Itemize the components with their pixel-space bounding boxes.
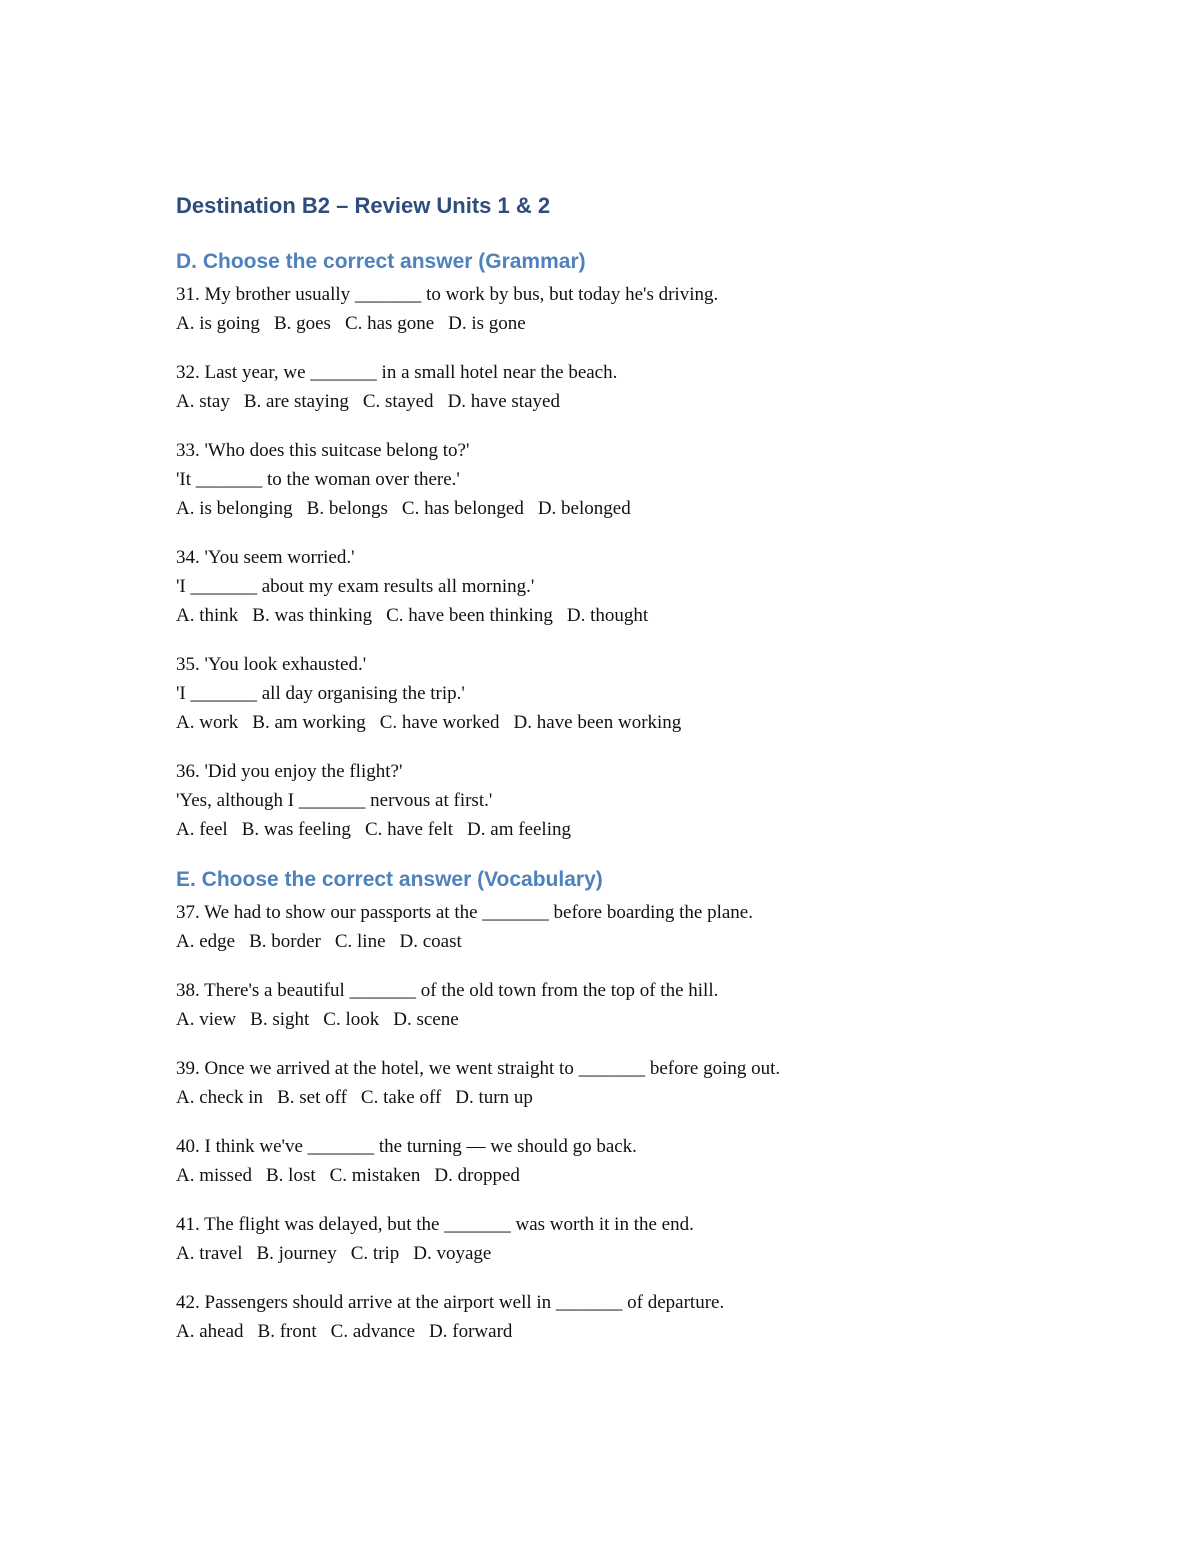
answer-option: A. think (176, 605, 239, 626)
answer-options (176, 601, 1136, 630)
question-text: 41. The flight was delayed, but the _______ was worth it in the end. (176, 1214, 694, 1235)
answer-option: B. front (257, 1321, 317, 1342)
section-heading-grammar: D. Choose the correct answer (Grammar) (176, 250, 586, 273)
question-text: 33. 'Who does this suitcase belong to?' (176, 440, 470, 461)
answer-options (176, 1083, 1136, 1112)
answer-option: D. belonged (537, 498, 631, 519)
question-item (176, 543, 1136, 630)
section-heading-vocabulary: E. Choose the correct answer (Vocabulary) (176, 868, 603, 891)
question-text: 'Yes, although I _______ nervous at first.' (176, 790, 493, 811)
answer-option: B. am working (252, 712, 366, 733)
question-item (176, 358, 1136, 416)
answer-options (176, 494, 1136, 523)
question-item (176, 436, 1136, 523)
answer-option: D. scene (393, 1009, 459, 1030)
question-text: 'It _______ to the woman over there.' (176, 469, 460, 490)
question-text: 'I _______ all day organising the trip.' (176, 683, 465, 704)
answer-option: D. thought (566, 605, 649, 626)
answer-options (176, 708, 1136, 737)
question-item (176, 1210, 1136, 1268)
section-vocabulary (176, 898, 1136, 1346)
answer-option: B. are staying (243, 391, 349, 412)
answer-option: B. was thinking (252, 605, 373, 626)
answer-option: D. am feeling (467, 819, 571, 840)
answer-option: D. turn up (455, 1087, 533, 1108)
question-text: 40. I think we've _______ the turning — we should go back. (176, 1136, 637, 1157)
answer-option: C. take off (360, 1087, 442, 1108)
question-text: 34. 'You seem worried.' (176, 547, 355, 568)
answer-option: C. stayed (362, 391, 434, 412)
question-item (176, 1132, 1136, 1190)
question-item (176, 1054, 1136, 1112)
answer-option: A. check in (176, 1087, 264, 1108)
question-text: 31. My brother usually _______ to work by bus, but today he's driving. (176, 284, 719, 305)
answer-option: C. have worked (379, 712, 500, 733)
answer-options (176, 815, 1136, 844)
question-item (176, 898, 1136, 956)
answer-option: D. coast (399, 931, 462, 952)
answer-option: C. has gone (344, 313, 435, 334)
answer-option: A. view (176, 1009, 237, 1030)
question-item (176, 757, 1136, 844)
question-text: 'I _______ about my exam results all morning.' (176, 576, 535, 597)
answer-option: A. work (176, 712, 239, 733)
answer-option: D. have been working (513, 712, 682, 733)
answer-option: C. have been thinking (386, 605, 553, 626)
answer-option: D. dropped (434, 1165, 520, 1186)
answer-option: D. forward (429, 1321, 513, 1342)
question-text: 35. 'You look exhausted.' (176, 654, 367, 675)
answer-option: A. feel (176, 819, 228, 840)
question-text: 42. Passengers should arrive at the airport well in _______ of departure. (176, 1292, 725, 1313)
answer-option: B. journey (256, 1243, 337, 1264)
answer-option: C. mistaken (329, 1165, 421, 1186)
question-text: 37. We had to show our passports at the _______ before boarding the plane. (176, 902, 753, 923)
answer-option: A. is belonging (176, 498, 293, 519)
answer-option: C. have felt (364, 819, 454, 840)
answer-option: A. ahead (176, 1321, 244, 1342)
answer-option: B. border (249, 931, 321, 952)
answer-option: D. have stayed (447, 391, 560, 412)
question-item (176, 1288, 1136, 1346)
answer-option: D. is gone (448, 313, 526, 334)
answer-option: C. has belonged (401, 498, 524, 519)
answer-options (176, 1005, 1136, 1034)
answer-option: C. advance (330, 1321, 416, 1342)
answer-options (176, 1239, 1136, 1268)
answer-options (176, 927, 1136, 956)
answer-option: B. goes (273, 313, 331, 334)
answer-options (176, 1317, 1136, 1346)
answer-option: A. travel (176, 1243, 243, 1264)
document-title: Destination B2 – Review Units 1 & 2 (176, 193, 551, 218)
answer-option: B. sight (250, 1009, 310, 1030)
question-item (176, 650, 1136, 737)
question-text: 39. Once we arrived at the hotel, we went straight to _______ before going out. (176, 1058, 781, 1079)
answer-option: A. is going (176, 313, 260, 334)
answer-option: A. edge (176, 931, 236, 952)
question-text: 32. Last year, we _______ in a small hotel near the beach. (176, 362, 618, 383)
answer-option: C. trip (350, 1243, 400, 1264)
answer-option: C. line (334, 931, 386, 952)
answer-option: B. was feeling (241, 819, 351, 840)
answer-option: B. lost (266, 1165, 316, 1186)
question-item (176, 280, 1136, 338)
question-text: 38. There's a beautiful _______ of the old town from the top of the hill. (176, 980, 719, 1001)
answer-options (176, 309, 1136, 338)
document-page (176, 190, 1136, 1346)
answer-options (176, 387, 1136, 416)
question-text: 36. 'Did you enjoy the flight?' (176, 761, 403, 782)
question-item (176, 976, 1136, 1034)
answer-option: C. look (323, 1009, 380, 1030)
answer-option: B. belongs (306, 498, 388, 519)
answer-option: D. voyage (413, 1243, 492, 1264)
answer-options (176, 1161, 1136, 1190)
answer-option: A. missed (176, 1165, 252, 1186)
answer-option: B. set off (277, 1087, 347, 1108)
answer-option: A. stay (176, 391, 230, 412)
section-grammar (176, 280, 1136, 844)
